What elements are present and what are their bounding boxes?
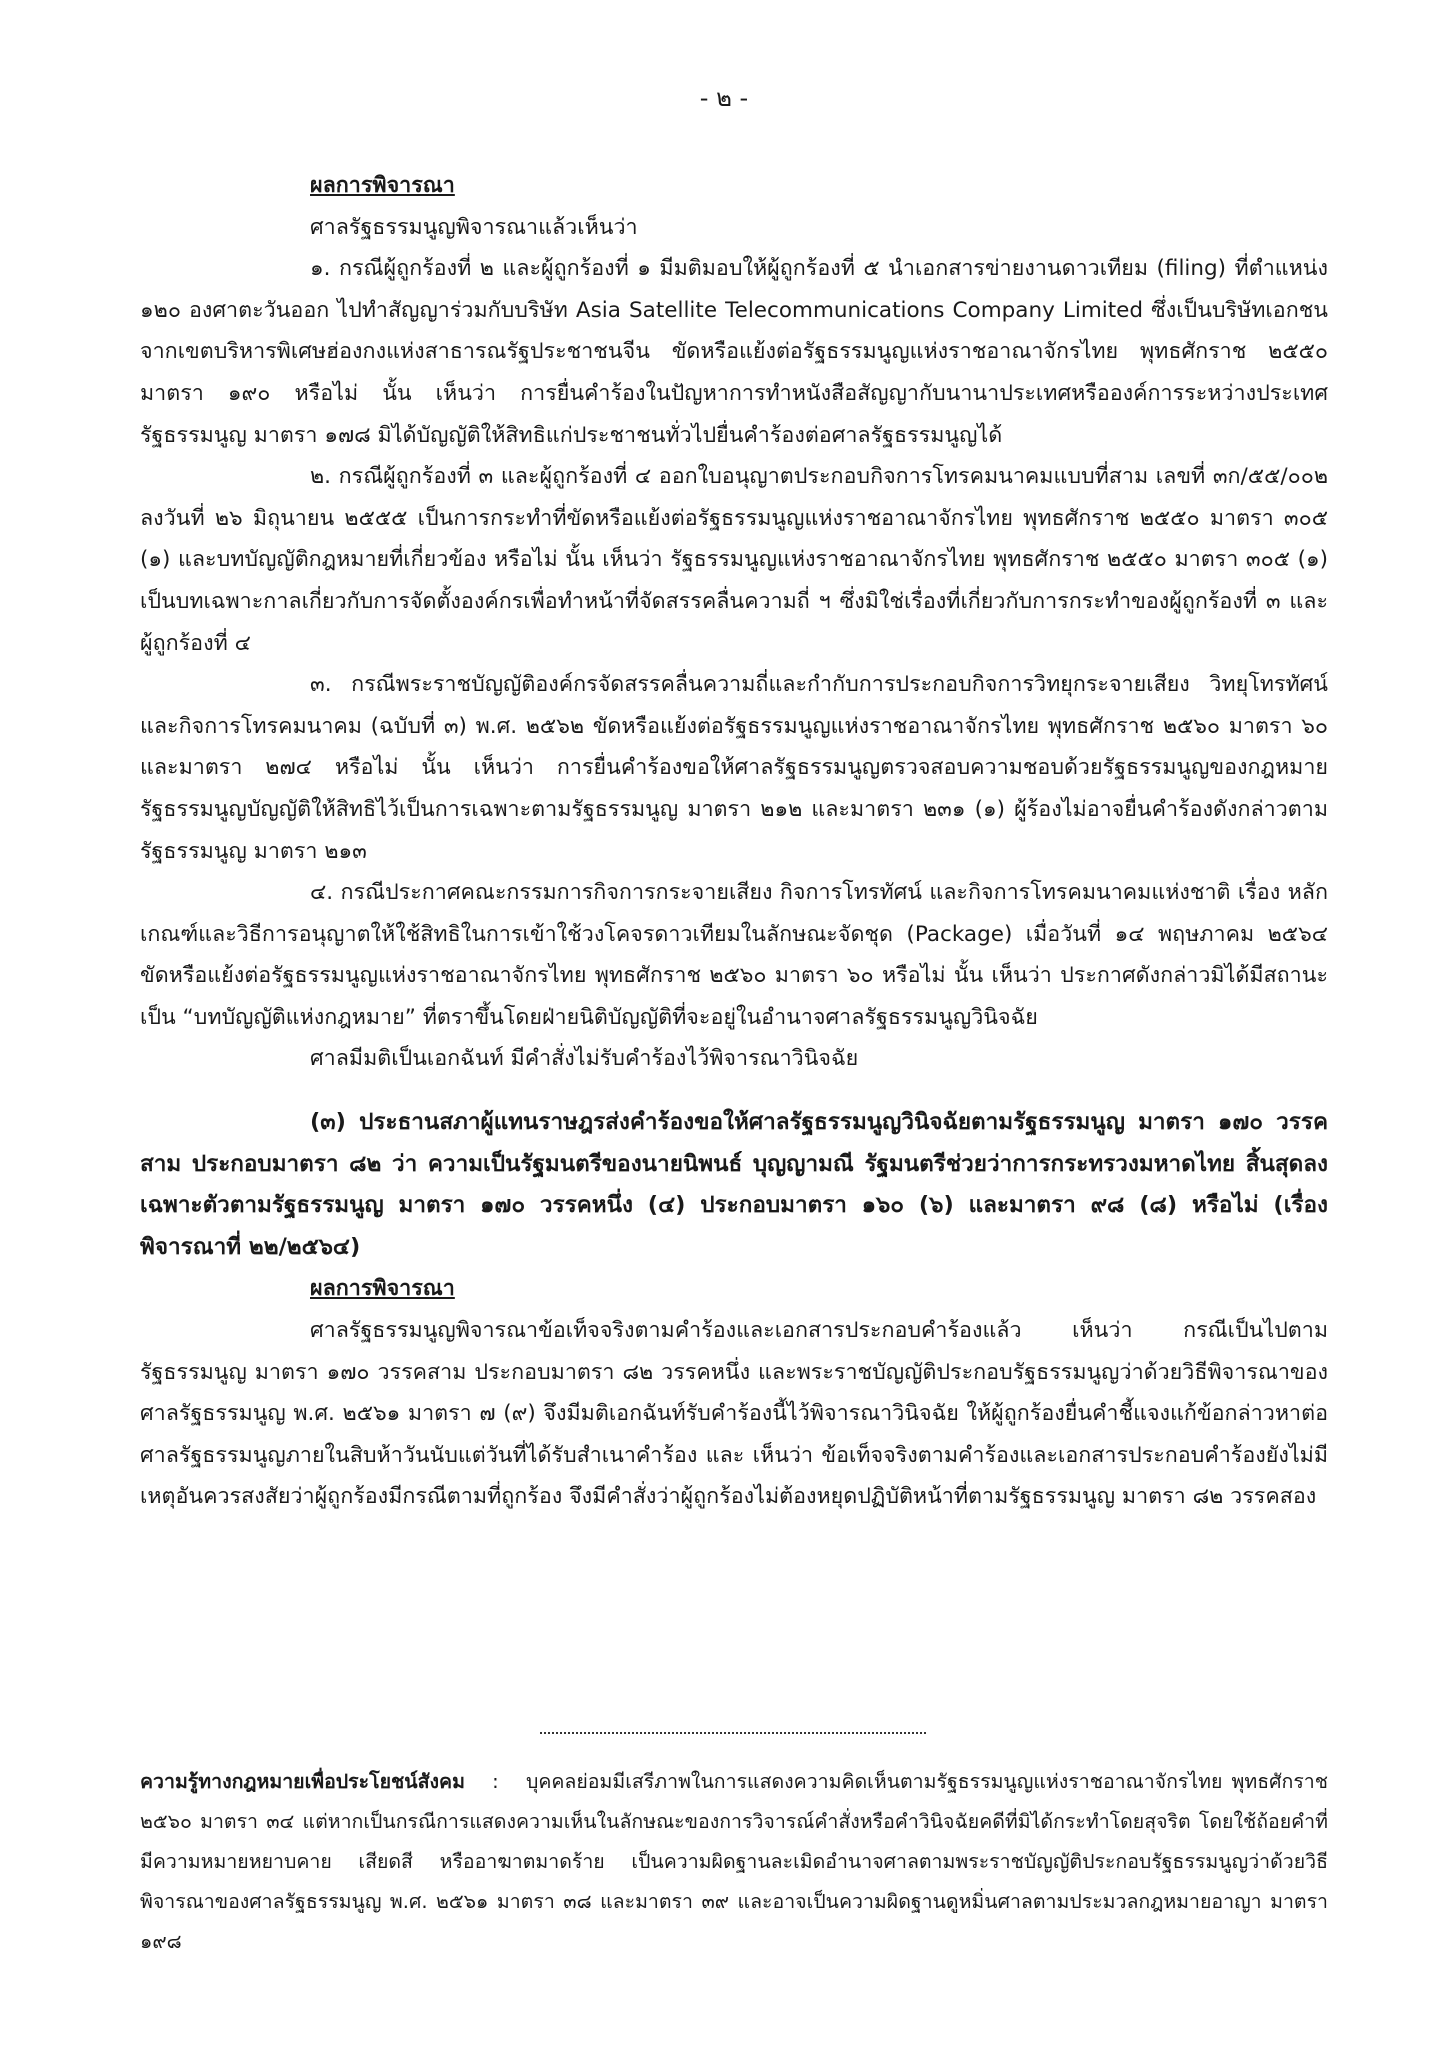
finding-item-4: ๔. กรณีประกาศคณะกรรมการกิจการกระจายเสียง กิจการโทรทัศน์ และกิจการโทรคมนาคมแห่งชาติ เรื่อง หลักเกณฑ์และวิธีการอนุญาตให้ใช้สิทธิในการเข้าใช้วงโคจรดาวเทียมในลักษณะจัดชุด (Package) เมื่อวันที่ ๑๔ พฤษภาคม ๒๕๖๔ ขัดหรือแย้งต่อรัฐธรรมนูญแห่งราชอาณาจักรไทย พุทธศักราช ๒๕๖๐ มาตรา ๖๐ หรือไม่ นั้น เห็นว่า ประกาศดังกล่าวมิได้มีสถานะเป็น “บทบัญญัติแห่งกฎหมาย” ที่ตราขึ้นโดยฝ่ายนิติบัญญัติที่จะอยู่ในอำนาจศาลรัฐธรรมนูญวินิจฉัย [140, 880, 1328, 1030]
dotted-divider [540, 1732, 926, 1734]
case-title: (๓) ประธานสภาผู้แทนราษฎรส่งคำร้องขอให้ศาลรัฐธรรมนูญวินิจฉัยตามรัฐธรรมนูญ มาตรา ๑๗๐ วรรคสาม ประกอบมาตรา ๘๒ ว่า ความเป็นรัฐมนตรีของนายนิพนธ์ บุญญามณี รัฐมนตรีช่วยว่าการกระทรวงมหาดไทย สิ้นสุดลงเฉพาะตัวตามรัฐธรรมนูญ มาตรา ๑๗๐ วรรคหนึ่ง (๔) ประกอบมาตรา ๑๖๐ (๖) และมาตรา ๙๘ (๘) หรือไม่ (เรื่องพิจารณาที่ ๒๒/๒๕๖๔) [140, 1109, 1328, 1260]
section-heading: ผลการพิจารณา [310, 173, 455, 198]
case-body: ศาลรัฐธรรมนูญพิจารณาข้อเท็จจริงตามคำร้องและเอกสารประกอบคำร้องแล้ว เห็นว่า กรณีเป็นไปตามรัฐธรรมนูญ มาตรา ๑๗๐ วรรคสาม ประกอบมาตรา ๘๒ วรรคหนึ่ง และพระราชบัญญัติประกอบรัฐธรรมนูญว่าด้วยวิธีพิจารณาของศาลรัฐธรรมนูญ พ.ศ. ๒๕๖๑ มาตรา ๗ (๙) จึงมีมติเอกฉันท์รับคำร้องนี้ไว้พิจารณาวินิจฉัย ให้ผู้ถูกร้องยื่นคำชี้แจงแก้ข้อกล่าวหาต่อศาลรัฐธรรมนูญภายในสิบห้าวันนับแต่วันที่ได้รับสำเนาคำร้อง และ เห็นว่า ข้อเท็จจริงตามคำร้องและเอกสารประกอบคำร้องยังไม่มีเหตุอันควรสงสัยว่าผู้ถูกร้องมีกรณีตามที่ถูกร้อง จึงมีคำสั่งว่าผู้ถูกร้องไม่ต้องหยุดปฏิบัติหน้าที่ตามรัฐธรรมนูญ มาตรา ๘๒ วรรคสอง [140, 1318, 1328, 1510]
note-separator: : [492, 1770, 499, 1793]
case-heading: ผลการพิจารณา [310, 1276, 455, 1302]
note-text: บุคคลย่อมมีเสรีภาพในการแสดงความคิดเห็นตามรัฐธรรมนูญแห่งราชอาณาจักรไทย พุทธศักราช ๒๕๖๐ มาตรา ๓๔ แต่หากเป็นกรณีการแสดงความเห็นในลักษณะของการวิจารณ์คำสั่งหรือคำวินิจฉัยคดีที่มิได้กระทำโดยสุจริต โดยใช้ถ้อยคำที่มีความหมายหยาบคาย เสียดสี หรืออาฆาตมาดร้าย เป็นความผิดฐานละเมิดอำนาจศาลตามพระราชบัญญัติประกอบรัฐธรรมนูญว่าด้วยวิธีพิจารณาของศาลรัฐธรรมนูญ พ.ศ. ๒๕๖๑ มาตรา ๓๘ และมาตรา ๓๙ และอาจเป็นความผิดฐานดูหมิ่นศาลตามประมวลกฎหมายอาญา มาตรา ๑๙๘ [140, 1770, 1328, 1953]
finding-item-3: ๓. กรณีพระราชบัญญัติองค์กรจัดสรรคลื่นความถี่และกำกับการประกอบกิจการวิทยุกระจายเสียง วิทยุโทรทัศน์ และกิจการโทรคมนาคม (ฉบับที่ ๓) พ.ศ. ๒๕๖๒ ขัดหรือแย้งต่อรัฐธรรมนูญแห่งราชอาณาจักรไทย พุทธศักราช ๒๕๖๐ มาตรา ๖๐ และมาตรา ๒๗๔ หรือไม่ นั้น เห็นว่า การยื่นคำร้องขอให้ศาลรัฐธรรมนูญตรวจสอบความชอบด้วยรัฐธรรมนูญของกฎหมาย รัฐธรรมนูญบัญญัติให้สิทธิไว้เป็นการเฉพาะตามรัฐธรรมนูญ มาตรา ๒๑๒ และมาตรา ๒๓๑ (๑) ผู้ร้องไม่อาจยื่นคำร้องดังกล่าวตามรัฐธรรมนูญ มาตรา ๒๑๓ [140, 672, 1328, 864]
legal-knowledge-note [140, 1762, 1328, 1962]
note-title: ความรู้ทางกฎหมายเพื่อประโยชน์สังคม [140, 1770, 465, 1793]
document-body [140, 165, 1328, 1518]
finding-item-1: ๑. กรณีผู้ถูกร้องที่ ๒ และผู้ถูกร้องที่ ๑ มีมติมอบให้ผู้ถูกร้องที่ ๕ นำเอกสารข่ายงานดาวเทียม (filing) ที่ตำแหน่ง ๑๒๐ องศาตะวันออก ไปทำสัญญาร่วมกับบริษัท Asia Satellite Telecommunications Company Limited ซึ่งเป็นบริษัทเอกชนจากเขตบริหารพิเศษฮ่องกงแห่งสาธารณรัฐประชาชนจีน ขัดหรือแย้งต่อรัฐธรรมนูญแห่งราชอาณาจักรไทย พุทธศักราช ๒๕๕๐ มาตรา ๑๙๐ หรือไม่ นั้น เห็นว่า การยื่นคำร้องในปัญหาการทำหนังสือสัญญากับนานาประเทศหรือองค์การระหว่างประเทศ รัฐธรรมนูญ มาตรา ๑๗๘ มิได้บัญญัติให้สิทธิแก่ประชาชนทั่วไปยื่นคำร้องต่อศาลรัฐธรรมนูญได้ [140, 256, 1328, 448]
finding-item-2: ๒. กรณีผู้ถูกร้องที่ ๓ และผู้ถูกร้องที่ ๔ ออกใบอนุญาตประกอบกิจการโทรคมนาคมแบบที่สาม เลขที่ ๓ก/๕๕/๐๐๒ ลงวันที่ ๒๖ มิถุนายน ๒๕๕๕ เป็นการกระทำที่ขัดหรือแย้งต่อรัฐธรรมนูญแห่งราชอาณาจักรไทย พุทธศักราช ๒๕๕๐ มาตรา ๓๐๕ (๑) และบทบัญญัติกฎหมายที่เกี่ยวข้อง หรือไม่ นั้น เห็นว่า รัฐธรรมนูญแห่งราชอาณาจักรไทย พุทธศักราช ๒๕๕๐ มาตรา ๓๐๕ (๑) เป็นบทเฉพาะกาลเกี่ยวกับการจัดตั้งองค์กรเพื่อทำหน้าที่จัดสรรคลื่นความถี่ ฯ ซึ่งมิใช่เรื่องที่เกี่ยวกับการกระทำของผู้ถูกร้องที่ ๓ และผู้ถูกร้องที่ ๔ [140, 464, 1328, 656]
section-conclusion: ศาลมีมติเป็นเอกฉันท์ มีคำสั่งไม่รับคำร้องไว้พิจารณาวินิจฉัย [310, 1046, 859, 1072]
page-number: - ๒ - [699, 84, 749, 112]
section-intro: ศาลรัฐธรรมนูญพิจารณาแล้วเห็นว่า [310, 214, 638, 240]
